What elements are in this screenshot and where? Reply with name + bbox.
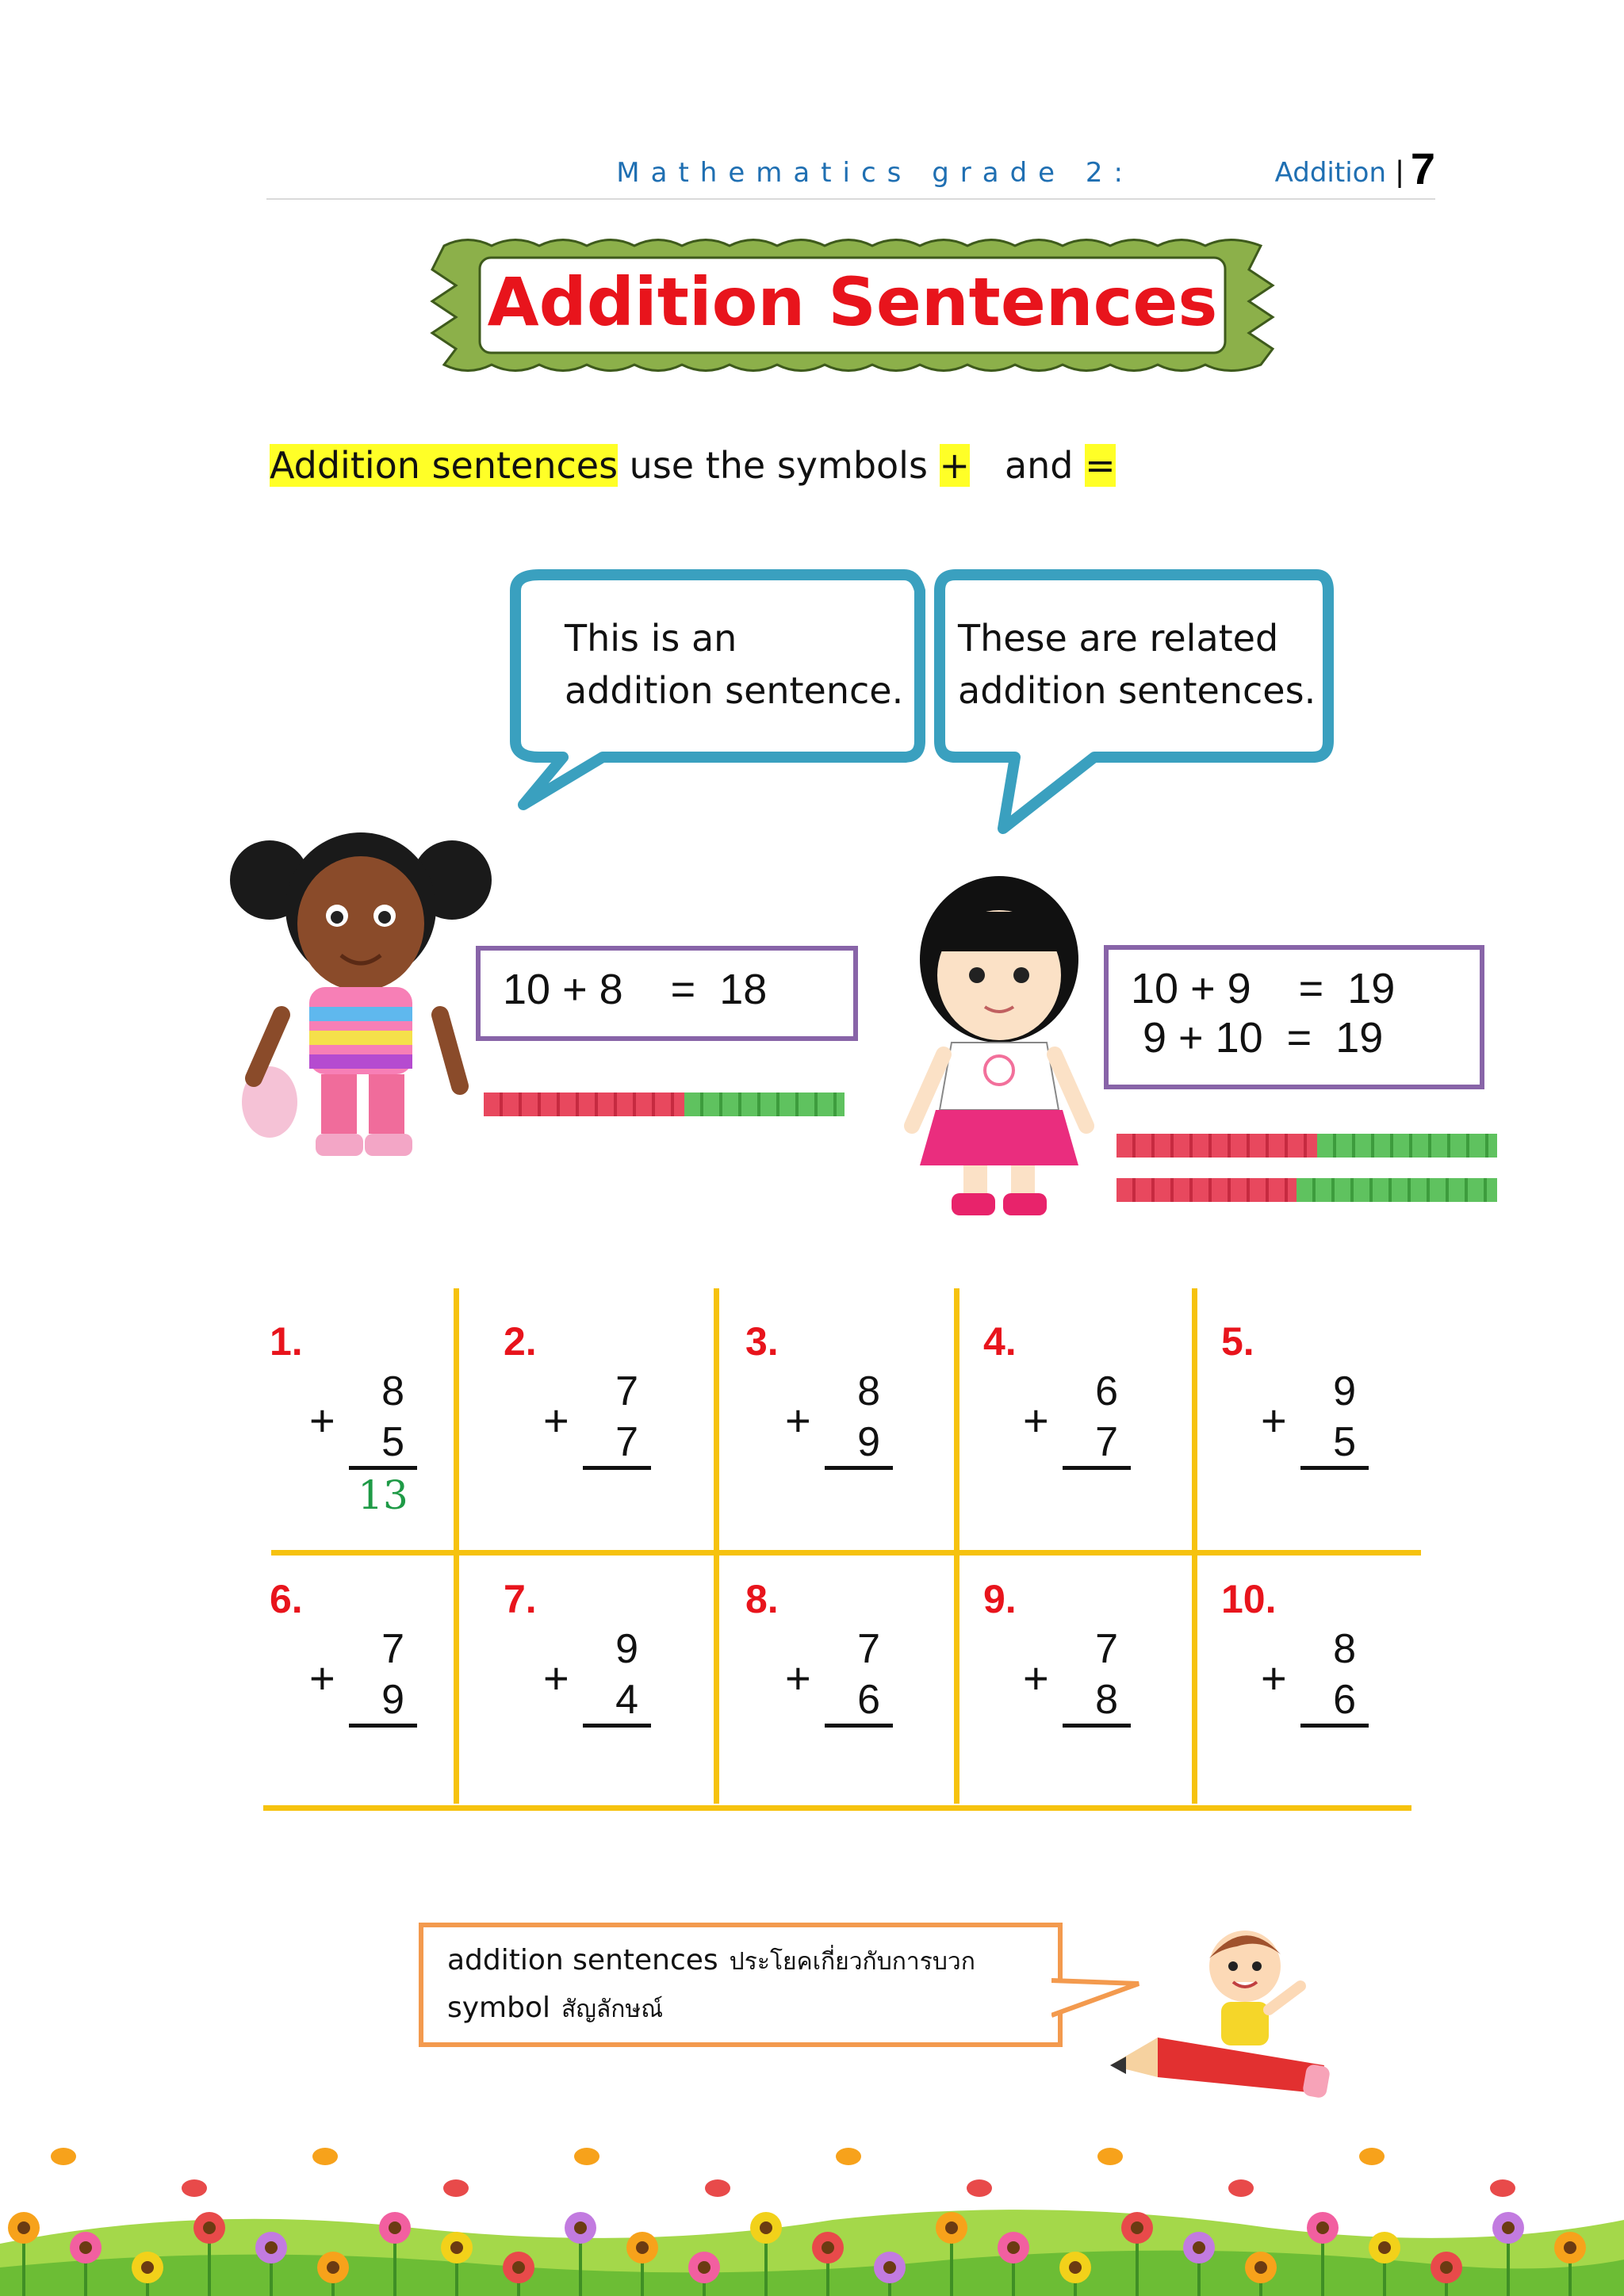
sum-line bbox=[1300, 1724, 1369, 1728]
single-equation-box bbox=[476, 946, 858, 1041]
plus-sign: + bbox=[309, 1395, 335, 1445]
vocab-row bbox=[447, 1991, 663, 2028]
page-header bbox=[266, 143, 1435, 200]
page-title: Addition Sentences bbox=[487, 263, 1218, 341]
addition-problem bbox=[983, 1288, 1221, 1542]
addition-problem bbox=[983, 1546, 1221, 1800]
addition-problem bbox=[270, 1546, 508, 1800]
related-equations-box bbox=[1104, 945, 1484, 1089]
plus-sign: + bbox=[1261, 1395, 1287, 1445]
page-number: 7 bbox=[1410, 144, 1435, 193]
header-separator: | bbox=[1396, 155, 1404, 189]
green-rod-segment bbox=[1317, 1134, 1497, 1158]
rod-single bbox=[484, 1093, 845, 1116]
problem-bottom-addend: 8 bbox=[1095, 1677, 1118, 1723]
problem-top-addend: 8 bbox=[857, 1368, 880, 1414]
green-rod-segment bbox=[1297, 1178, 1497, 1202]
problem-bottom-addend: 6 bbox=[1333, 1677, 1356, 1723]
boy-on-pencil-illustration bbox=[1110, 1919, 1348, 2109]
vocab-english: addition sentences bbox=[447, 1944, 718, 1976]
problem-top-addend: 7 bbox=[857, 1626, 880, 1672]
plus-symbol: + bbox=[939, 444, 971, 487]
plus-sign: + bbox=[309, 1653, 335, 1703]
problem-bottom-addend: 9 bbox=[381, 1677, 404, 1723]
problem-bottom-addend: 9 bbox=[857, 1419, 880, 1465]
problem-top-addend: 6 bbox=[1095, 1368, 1118, 1414]
intro-term: Addition sentences bbox=[270, 444, 619, 487]
problem-bottom-addend: 5 bbox=[1333, 1419, 1356, 1465]
sum-line bbox=[583, 1466, 651, 1470]
plus-sign: + bbox=[1023, 1653, 1049, 1703]
vocab-thai: ประโยคเกี่ยวกับการบวก bbox=[729, 1948, 975, 1976]
sum-line bbox=[1063, 1466, 1131, 1470]
related-equation-2: 9 + 10 = 19 bbox=[1131, 1014, 1384, 1062]
problem-number: 2. bbox=[504, 1319, 537, 1364]
intro-sentence bbox=[270, 444, 1116, 487]
girl-with-bob-illustration bbox=[888, 872, 1110, 1221]
header-subject: Mathematics grade 2: bbox=[616, 157, 1134, 189]
problem-top-addend: 8 bbox=[381, 1368, 404, 1414]
header-chapter: Addition bbox=[1274, 157, 1386, 189]
sum-line bbox=[1063, 1724, 1131, 1728]
problem-number: 9. bbox=[983, 1577, 1017, 1621]
grid-divider bbox=[263, 1805, 1411, 1811]
sum-line bbox=[825, 1724, 893, 1728]
sum-line bbox=[825, 1466, 893, 1470]
problem-bottom-addend: 5 bbox=[381, 1419, 404, 1465]
addition-problem bbox=[504, 1288, 741, 1542]
sum-line bbox=[349, 1466, 417, 1470]
equals-symbol: = bbox=[1085, 444, 1116, 487]
problem-number: 8. bbox=[745, 1577, 779, 1621]
red-rod-segment bbox=[484, 1093, 684, 1116]
vocabulary-box bbox=[419, 1923, 1063, 2047]
plus-sign: + bbox=[1261, 1653, 1287, 1703]
problem-number: 5. bbox=[1221, 1319, 1254, 1364]
addition-problem bbox=[270, 1288, 508, 1542]
addition-problem bbox=[1221, 1288, 1459, 1542]
addition-problem bbox=[504, 1546, 741, 1800]
intro-text: use the symbols bbox=[629, 444, 928, 487]
problem-bottom-addend: 7 bbox=[615, 1419, 638, 1465]
problem-bottom-addend: 7 bbox=[1095, 1419, 1118, 1465]
rod-related-1 bbox=[1116, 1134, 1497, 1158]
problem-number: 10. bbox=[1221, 1577, 1277, 1621]
problem-number: 4. bbox=[983, 1319, 1017, 1364]
title-banner bbox=[420, 230, 1285, 381]
problem-number: 7. bbox=[504, 1577, 537, 1621]
problem-top-addend: 9 bbox=[615, 1626, 638, 1672]
plus-sign: + bbox=[1023, 1395, 1049, 1445]
intro-and: and bbox=[1004, 444, 1074, 487]
problem-answer[interactable]: 13 bbox=[358, 1472, 408, 1518]
problem-number: 3. bbox=[745, 1319, 779, 1364]
problem-top-addend: 9 bbox=[1333, 1368, 1356, 1414]
addition-problem bbox=[745, 1288, 983, 1542]
problem-top-addend: 7 bbox=[615, 1368, 638, 1414]
plus-sign: + bbox=[785, 1395, 811, 1445]
addition-problem bbox=[1221, 1546, 1459, 1800]
plus-sign: + bbox=[543, 1653, 569, 1703]
bubble-right-text: These are related addition sentences. bbox=[958, 617, 1316, 712]
vocab-row bbox=[447, 1943, 975, 1980]
single-equation: 10 + 8 = 18 bbox=[503, 966, 768, 1013]
red-rod-segment bbox=[1116, 1134, 1317, 1158]
sum-line bbox=[349, 1724, 417, 1728]
vocab-english: symbol bbox=[447, 1992, 551, 2024]
problem-number: 6. bbox=[270, 1577, 303, 1621]
problem-top-addend: 7 bbox=[1095, 1626, 1118, 1672]
addition-problem bbox=[745, 1546, 983, 1800]
girl-with-pigtails-illustration bbox=[222, 817, 508, 1165]
rod-related-2 bbox=[1116, 1178, 1497, 1202]
problem-top-addend: 7 bbox=[381, 1626, 404, 1672]
vocab-thai: สัญลักษณ์ bbox=[561, 1996, 664, 2023]
problem-number: 1. bbox=[270, 1319, 303, 1364]
sum-line bbox=[1300, 1466, 1369, 1470]
green-rod-segment bbox=[684, 1093, 845, 1116]
bubble-left-text: This is an addition sentence. bbox=[565, 617, 904, 712]
red-rod-segment bbox=[1116, 1178, 1297, 1202]
problems-grid bbox=[270, 1288, 1419, 1812]
problem-bottom-addend: 4 bbox=[615, 1677, 638, 1723]
plus-sign: + bbox=[543, 1395, 569, 1445]
flower-border-decoration bbox=[0, 2109, 1624, 2296]
problem-top-addend: 8 bbox=[1333, 1626, 1356, 1672]
plus-sign: + bbox=[785, 1653, 811, 1703]
related-equation-1: 10 + 9 = 19 bbox=[1131, 965, 1396, 1012]
sum-line bbox=[583, 1724, 651, 1728]
problem-bottom-addend: 6 bbox=[857, 1677, 880, 1723]
